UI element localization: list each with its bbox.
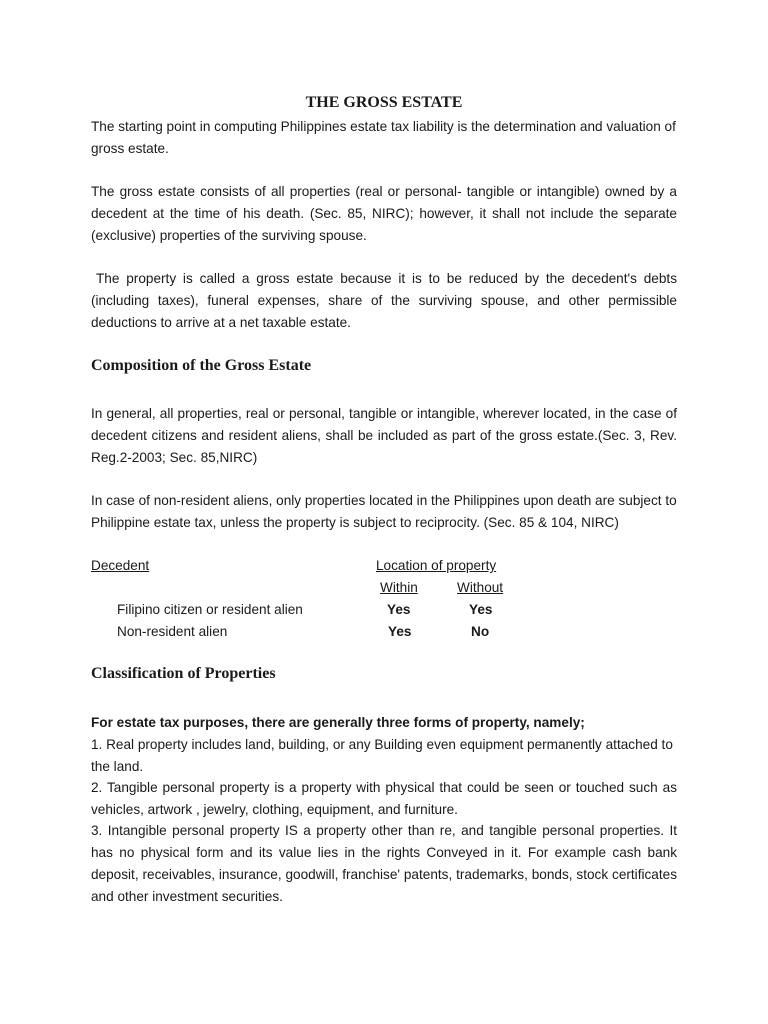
intro-paragraph-3: The property is called a gross estate because it is to be reduced by the decedent's debts (including taxes), funeral expenses, share of the surviving spouse, and other permissible deductions to arrive at a net taxable estate.: [91, 271, 677, 330]
classification-heading: Classification of Properties: [91, 665, 276, 682]
table-row-without: Yes: [469, 602, 493, 617]
table-row-label: Non-resident alien: [117, 624, 228, 639]
intro-paragraph-1: The starting point in computing Philippines estate tax liability is the determination and valuation of gross estate.: [91, 119, 676, 156]
composition-paragraph-1: In general, all properties, real or personal, tangible or intangible, wherever located, in the case of decedent citizens and resident aliens, shall be included as part of the gross estate.(Sec. 3, Rev. Reg.2-2003; Sec. 85,NIRC): [91, 406, 677, 465]
table-header-decedent: Decedent: [91, 558, 150, 573]
table-header-location: Location of property: [376, 558, 497, 573]
table-row-within: Yes: [388, 624, 412, 639]
table-row-within: Yes: [387, 602, 411, 617]
intro-paragraph-2: The gross estate consists of all properties (real or personal- tangible or intangible) owned by a decedent at the time of his death. (Sec. 85, NIRC); however, it shall not include the separate (exclusive) properties of the surviving spouse.: [91, 184, 677, 243]
table-row-without: No: [471, 624, 490, 639]
page-title: THE GROSS ESTATE: [305, 94, 463, 111]
table-header-within: Within: [380, 580, 418, 595]
classification-lead: For estate tax purposes, there are generally three forms of property, namely;: [91, 715, 585, 730]
classification-item-2: 2. Tangible personal property is a property with physical that could be seen or touched such as vehicles, artwork , jewelry, clothing, equipment, and furniture.: [91, 780, 677, 817]
classification-item-1: 1. Real property includes land, building, or any Building even equipment permanently attached to the land.: [91, 737, 673, 774]
table-row-label: Filipino citizen or resident alien: [117, 602, 303, 617]
composition-heading: Composition of the Gross Estate: [91, 357, 312, 374]
composition-paragraph-2: In case of non-resident aliens, only properties located in the Philippines upon death are subject to Philippine estate tax, unless the property is subject to reciprocity. (Sec. 85 & 104, NIRC): [91, 493, 677, 530]
table-header-without: Without: [457, 580, 504, 595]
classification-item-3: 3. Intangible personal property IS a property other than re, and tangible personal properties. It has no physical form and its value lies in the rights Conveyed in it. For example cash bank deposit, receivables, insurance, goodwill, franchise' patents, trademarks, bonds, stock certificates and other investment securities.: [91, 823, 677, 904]
